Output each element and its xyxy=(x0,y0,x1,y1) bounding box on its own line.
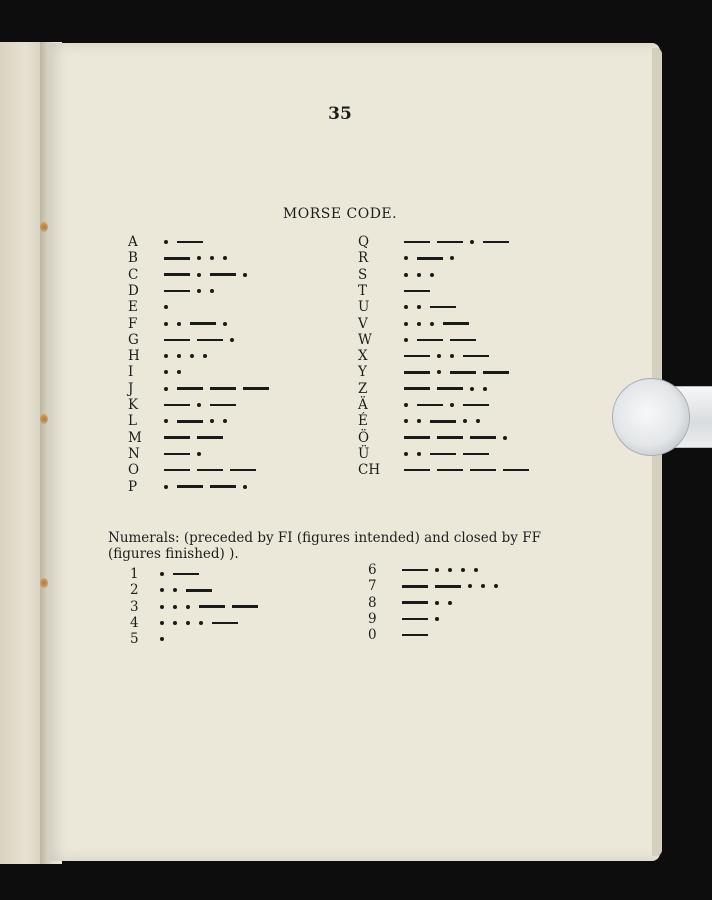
code-character: 2 xyxy=(130,582,139,599)
morse-code xyxy=(164,250,236,266)
morse-dash xyxy=(402,634,428,637)
code-row xyxy=(358,283,564,299)
morse-dash xyxy=(404,290,430,293)
code-row xyxy=(128,267,324,283)
morse-dot xyxy=(197,273,201,277)
morse-code xyxy=(402,562,487,578)
morse-dot xyxy=(173,588,177,592)
morse-dot xyxy=(210,419,214,423)
morse-dot xyxy=(503,436,507,440)
code-row xyxy=(128,348,324,364)
morse-code xyxy=(404,446,496,462)
morse-code xyxy=(160,615,245,631)
morse-dash xyxy=(404,241,430,244)
morse-dash xyxy=(212,622,238,625)
code-character: 3 xyxy=(130,598,139,615)
morse-dash xyxy=(402,601,428,604)
morse-dot xyxy=(417,322,421,326)
code-character: V xyxy=(358,315,368,332)
code-character: E xyxy=(128,299,138,316)
morse-dot xyxy=(404,305,408,309)
morse-dot xyxy=(404,273,408,277)
page-title: MORSE CODE. xyxy=(282,206,398,222)
morse-code xyxy=(160,631,173,647)
morse-dot xyxy=(173,605,177,609)
morse-dot xyxy=(404,256,408,260)
morse-dot xyxy=(448,568,452,572)
code-character: X xyxy=(358,348,368,365)
morse-dash xyxy=(463,404,489,407)
code-row xyxy=(358,397,564,413)
morse-dot xyxy=(223,256,227,260)
morse-dot xyxy=(210,256,214,260)
morse-dot xyxy=(164,485,168,489)
morse-dash xyxy=(197,339,223,342)
morse-code xyxy=(402,627,435,643)
morse-dash xyxy=(437,241,463,244)
morse-dash xyxy=(164,339,190,342)
code-row xyxy=(130,615,320,631)
code-character: J xyxy=(128,380,134,397)
code-row xyxy=(128,234,324,250)
morse-dash xyxy=(186,589,212,592)
morse-dot xyxy=(417,452,421,456)
morse-dash xyxy=(164,436,190,439)
morse-dot xyxy=(164,305,168,309)
code-row xyxy=(130,599,320,615)
morse-dash xyxy=(199,605,225,608)
code-character: B xyxy=(128,250,138,267)
morse-code xyxy=(404,299,463,315)
morse-dot xyxy=(164,240,168,244)
code-character: 5 xyxy=(130,631,139,648)
code-row xyxy=(128,283,324,299)
morse-code xyxy=(402,595,461,611)
morse-dash xyxy=(230,469,256,472)
code-row xyxy=(368,578,562,594)
morse-dot xyxy=(494,584,498,588)
code-row xyxy=(358,234,564,250)
morse-dot xyxy=(164,322,168,326)
morse-dot xyxy=(481,584,485,588)
code-row xyxy=(358,462,564,478)
morse-code xyxy=(164,430,230,446)
morse-dot xyxy=(199,621,203,625)
morse-code xyxy=(164,364,190,380)
code-row xyxy=(358,381,564,397)
code-row xyxy=(358,250,564,266)
morse-dash xyxy=(164,453,190,456)
morse-dash xyxy=(463,355,489,358)
morse-dot xyxy=(186,621,190,625)
morse-dot xyxy=(450,354,454,358)
morse-code xyxy=(164,267,256,283)
morse-code xyxy=(404,267,443,283)
code-row xyxy=(128,364,324,380)
morse-dot xyxy=(437,354,441,358)
morse-code xyxy=(164,316,236,332)
morse-dash xyxy=(197,436,223,439)
morse-dash xyxy=(177,387,203,390)
code-character: Q xyxy=(358,234,370,250)
morse-code xyxy=(164,446,210,462)
morse-dash xyxy=(177,241,203,244)
code-row xyxy=(358,267,564,283)
morse-code xyxy=(404,413,489,429)
morse-dot xyxy=(470,240,474,244)
morse-dash xyxy=(210,485,236,488)
morse-code xyxy=(404,397,496,413)
morse-dot xyxy=(197,289,201,293)
morse-dash xyxy=(173,573,199,576)
morse-dash xyxy=(443,322,469,325)
morse-dot xyxy=(203,354,207,358)
code-character: G xyxy=(128,331,139,348)
morse-dot xyxy=(160,588,164,592)
morse-code xyxy=(404,316,476,332)
code-row xyxy=(358,332,564,348)
code-character: A xyxy=(128,234,138,250)
morse-dash xyxy=(437,436,463,439)
morse-code xyxy=(164,332,243,348)
code-character: Ä xyxy=(358,397,368,413)
code-character: T xyxy=(358,282,368,299)
morse-dash xyxy=(437,469,463,472)
code-character: K xyxy=(128,397,139,413)
foxing-spot xyxy=(40,222,48,232)
morse-dash xyxy=(197,469,223,472)
morse-dot xyxy=(404,403,408,407)
morse-dot xyxy=(404,338,408,342)
foxing-spot xyxy=(40,414,48,424)
morse-dash xyxy=(402,618,428,621)
morse-dot xyxy=(160,621,164,625)
code-character: 8 xyxy=(368,594,377,611)
morse-dash xyxy=(470,436,496,439)
morse-dash xyxy=(210,404,236,407)
code-character: 0 xyxy=(368,627,377,644)
code-row xyxy=(358,364,564,380)
morse-dot xyxy=(190,354,194,358)
code-row xyxy=(358,299,564,315)
code-character: M xyxy=(128,429,142,446)
code-row xyxy=(358,413,564,429)
morse-code xyxy=(404,234,516,250)
code-character: R xyxy=(358,250,369,267)
code-row xyxy=(128,479,324,495)
code-row xyxy=(130,582,320,598)
morse-dot xyxy=(435,617,439,621)
code-character: Y xyxy=(358,364,367,381)
morse-dot xyxy=(197,256,201,260)
code-row xyxy=(358,446,564,462)
morse-dot xyxy=(160,572,164,576)
morse-dot xyxy=(417,273,421,277)
morse-dash xyxy=(404,355,430,358)
code-character: L xyxy=(128,413,137,430)
morse-dash xyxy=(437,387,463,390)
code-character: W xyxy=(358,331,372,348)
morse-dash xyxy=(402,585,428,588)
morse-code xyxy=(164,462,263,478)
code-row xyxy=(368,627,562,643)
code-row xyxy=(128,430,324,446)
code-character: D xyxy=(128,282,139,299)
morse-dash xyxy=(417,257,443,260)
morse-code xyxy=(404,250,463,266)
morse-dash xyxy=(243,387,269,390)
morse-dot xyxy=(164,354,168,358)
morse-dot xyxy=(430,273,434,277)
morse-dot xyxy=(164,370,168,374)
code-character: Ö xyxy=(358,429,370,446)
morse-dash xyxy=(430,453,456,456)
morse-dot xyxy=(437,370,441,374)
morse-dash xyxy=(483,371,509,374)
morse-dot xyxy=(164,387,168,391)
morse-code xyxy=(164,299,177,315)
morse-dot xyxy=(177,370,181,374)
code-row xyxy=(130,566,320,582)
morse-dash xyxy=(164,469,190,472)
morse-dash xyxy=(435,585,461,588)
morse-dot xyxy=(435,568,439,572)
code-character: 9 xyxy=(368,610,377,627)
morse-dash xyxy=(404,371,430,374)
morse-code xyxy=(160,599,265,615)
code-character: É xyxy=(358,413,368,430)
page-number: 35 xyxy=(328,104,352,124)
code-character: 6 xyxy=(368,562,377,578)
morse-dot xyxy=(210,289,214,293)
morse-dash xyxy=(470,469,496,472)
morse-dash xyxy=(164,290,190,293)
morse-dot xyxy=(476,419,480,423)
morse-code xyxy=(160,582,219,598)
morse-dot xyxy=(230,338,234,342)
code-row xyxy=(128,397,324,413)
morse-dash xyxy=(232,605,258,608)
code-row xyxy=(128,316,324,332)
code-row xyxy=(368,611,562,627)
morse-dash xyxy=(450,339,476,342)
code-row xyxy=(128,299,324,315)
code-row xyxy=(128,413,324,429)
code-row xyxy=(128,250,324,266)
code-character: Z xyxy=(358,380,368,397)
morse-dash xyxy=(402,569,428,572)
code-character: P xyxy=(128,478,138,495)
morse-dot xyxy=(450,403,454,407)
morse-dot xyxy=(404,452,408,456)
morse-code xyxy=(404,381,496,397)
morse-dot xyxy=(223,419,227,423)
morse-dot xyxy=(223,322,227,326)
code-row xyxy=(358,348,564,364)
code-character: 7 xyxy=(368,578,377,595)
morse-dot xyxy=(461,568,465,572)
morse-code xyxy=(404,462,536,478)
morse-dot xyxy=(468,584,472,588)
morse-dot xyxy=(173,621,177,625)
code-character: I xyxy=(128,364,134,381)
code-character: U xyxy=(358,299,370,316)
morse-dash xyxy=(430,420,456,423)
morse-dash xyxy=(210,273,236,276)
morse-dash xyxy=(190,322,216,325)
morse-dash xyxy=(463,453,489,456)
morse-dash xyxy=(164,257,190,260)
code-row xyxy=(358,316,564,332)
morse-dash xyxy=(503,469,529,472)
morse-dot xyxy=(430,322,434,326)
morse-dash xyxy=(404,387,430,390)
morse-code xyxy=(164,348,216,364)
morse-code xyxy=(404,283,437,299)
code-character: S xyxy=(358,266,368,283)
morse-dash xyxy=(177,420,203,423)
morse-dot xyxy=(243,273,247,277)
morse-dot xyxy=(463,419,467,423)
code-character: H xyxy=(128,348,140,365)
morse-code xyxy=(164,234,210,250)
morse-dot xyxy=(448,601,452,605)
morse-dot xyxy=(450,256,454,260)
morse-dash xyxy=(430,306,456,309)
morse-dot xyxy=(404,322,408,326)
morse-code xyxy=(160,566,206,582)
morse-code xyxy=(404,332,483,348)
code-character: 4 xyxy=(130,614,139,631)
morse-dash xyxy=(404,436,430,439)
morse-dash xyxy=(417,404,443,407)
morse-dash xyxy=(164,404,190,407)
morse-dot xyxy=(177,322,181,326)
morse-code xyxy=(402,611,448,627)
morse-code xyxy=(402,578,507,594)
morse-code xyxy=(164,381,276,397)
code-row xyxy=(368,562,562,578)
morse-dash xyxy=(450,371,476,374)
morse-dot xyxy=(177,354,181,358)
code-row xyxy=(130,631,320,647)
code-character: 1 xyxy=(130,566,139,582)
morse-dot xyxy=(243,485,247,489)
morse-dot xyxy=(483,387,487,391)
morse-dot xyxy=(197,452,201,456)
morse-code xyxy=(164,413,236,429)
morse-dot xyxy=(417,419,421,423)
code-character: Ü xyxy=(358,445,370,462)
code-row xyxy=(128,462,324,478)
morse-dash xyxy=(210,387,236,390)
code-row xyxy=(128,332,324,348)
code-character: CH xyxy=(358,462,381,479)
morse-dot xyxy=(470,387,474,391)
morse-dot xyxy=(197,403,201,407)
morse-code xyxy=(404,430,516,446)
code-character: O xyxy=(128,462,140,479)
code-row xyxy=(128,381,324,397)
morse-code xyxy=(164,397,243,413)
morse-dot xyxy=(435,601,439,605)
code-character: C xyxy=(128,266,139,283)
numerals-intro: Numerals: (preceded by FI (figures intended) and closed by FF (figures finished) ). xyxy=(108,530,541,562)
morse-dash xyxy=(164,273,190,276)
morse-dot xyxy=(404,419,408,423)
morse-dot xyxy=(474,568,478,572)
morse-dash xyxy=(483,241,509,244)
morse-dot xyxy=(160,605,164,609)
code-row xyxy=(128,446,324,462)
plastic-tab-clip xyxy=(612,378,712,456)
foxing-spot xyxy=(40,578,48,588)
code-character: N xyxy=(128,445,140,462)
morse-dot xyxy=(186,605,190,609)
code-character: F xyxy=(128,315,138,332)
morse-code xyxy=(164,283,223,299)
morse-code xyxy=(164,479,256,495)
morse-code xyxy=(404,364,516,380)
morse-dash xyxy=(404,469,430,472)
morse-dot xyxy=(417,305,421,309)
morse-dot xyxy=(160,637,164,641)
morse-dot xyxy=(164,419,168,423)
code-row xyxy=(368,595,562,611)
morse-dash xyxy=(417,339,443,342)
morse-dash xyxy=(177,485,203,488)
morse-code xyxy=(404,348,496,364)
code-row xyxy=(358,430,564,446)
